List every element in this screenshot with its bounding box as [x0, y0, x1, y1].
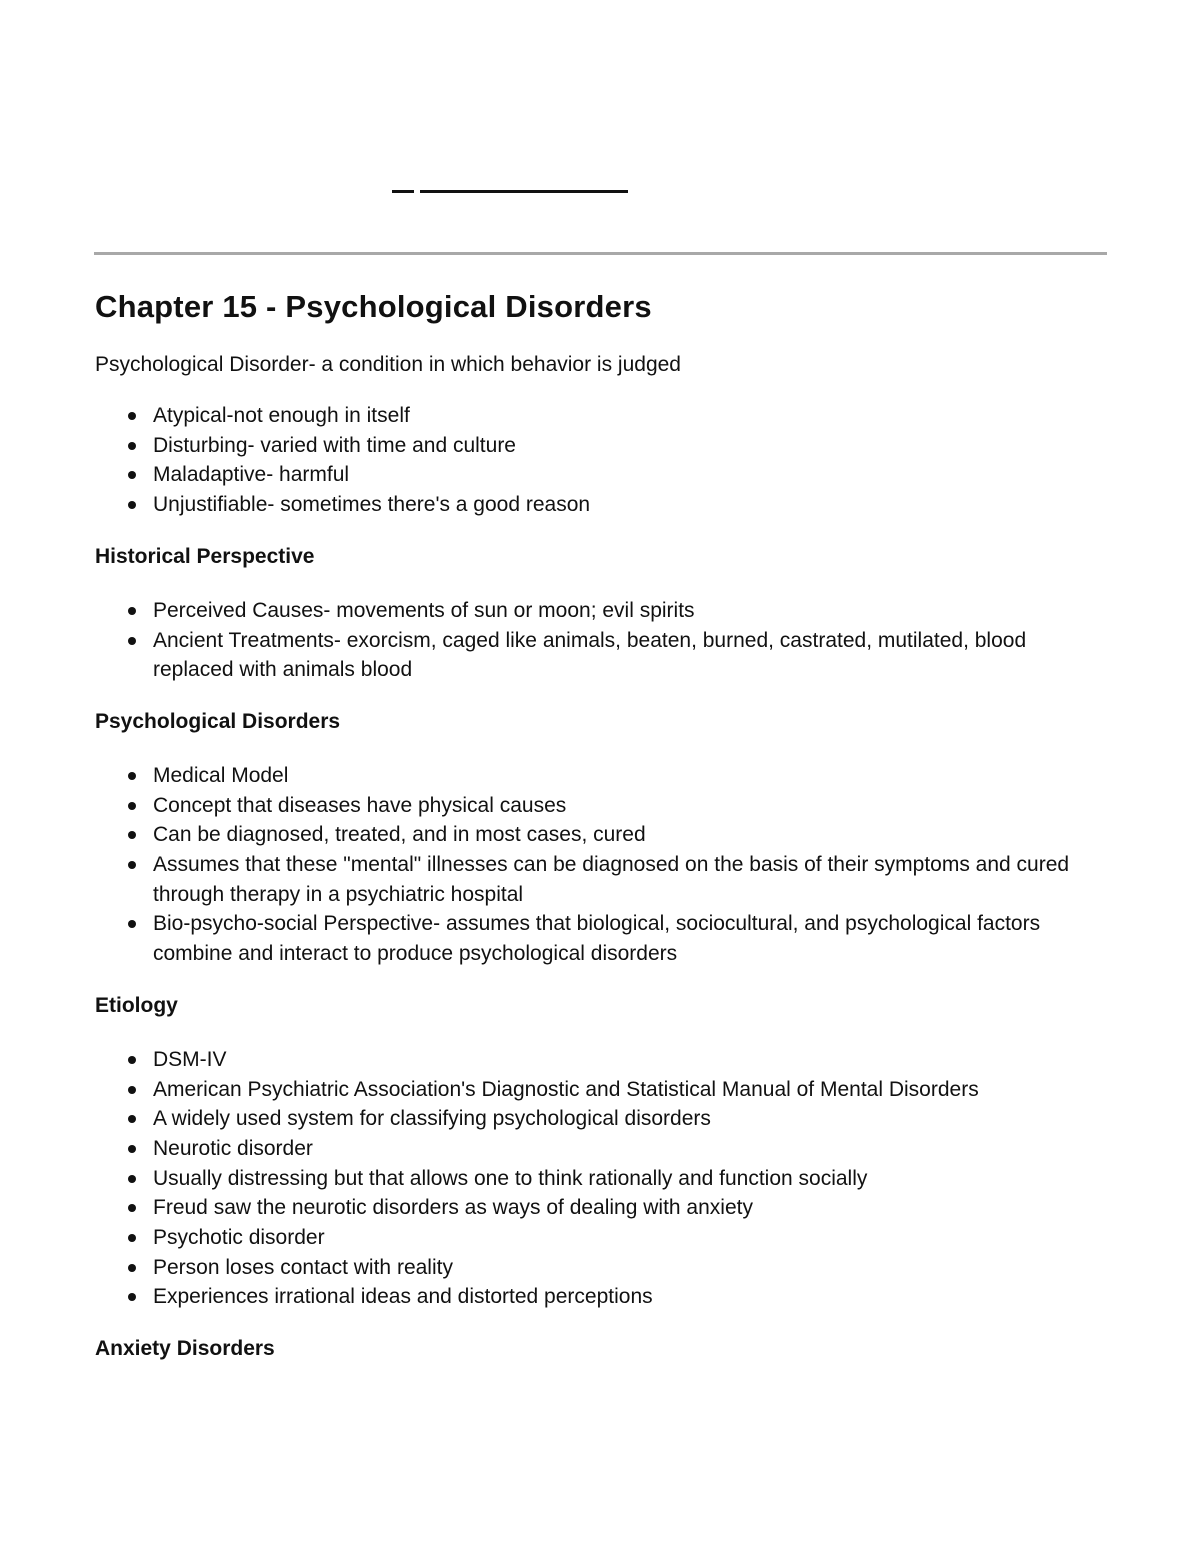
page-title: Chapter 15 - Psychological Disorders — [95, 289, 652, 324]
psychological-disorders-list — [95, 761, 1105, 969]
bullet-icon — [128, 802, 136, 810]
list-item-text: Atypical-not enough in itself — [153, 404, 410, 427]
bullet-icon — [128, 1204, 136, 1212]
bullet-icon — [128, 1056, 136, 1064]
list-item-text: Unjustifiable- sometimes there's a good reason — [153, 493, 591, 517]
section-heading-anxiety-disorders: Anxiety Disorders — [95, 1337, 275, 1361]
bullet-icon — [128, 637, 136, 645]
bullet-icon — [128, 831, 136, 839]
list-item — [95, 1223, 1105, 1253]
header-rule-short — [392, 190, 414, 193]
bullet-icon — [128, 471, 136, 479]
bullet-icon — [128, 772, 136, 780]
list-item — [95, 1253, 1105, 1283]
list-item-text: Perceived Causes- movements of sun or moon; evil spirits — [153, 598, 695, 622]
section-heading-etiology: Etiology — [95, 993, 178, 1017]
bullet-icon — [128, 920, 136, 928]
list-item-text: DSM-IV — [153, 1047, 227, 1071]
list-item — [95, 626, 1105, 685]
list-item-text: Can be diagnosed, treated, and in most cases, cured — [153, 823, 646, 847]
bullet-icon — [128, 1293, 136, 1301]
list-item — [95, 490, 1105, 520]
header-rule-long — [420, 190, 628, 193]
section-heading-psychological-disorders: Psychological Disorders — [95, 709, 341, 733]
list-item-text: Person loses contact with reality — [153, 1255, 453, 1279]
bullet-icon — [128, 1175, 136, 1183]
list-item — [95, 820, 1105, 850]
intro-paragraph: Psychological Disorder- a condition in which behavior is judged — [95, 353, 681, 376]
list-item — [95, 1045, 1105, 1075]
list-item-text: Concept that diseases have physical causes — [153, 793, 567, 817]
list-item — [95, 596, 1105, 626]
list-item-text: Neurotic disorder — [153, 1136, 313, 1160]
bullet-icon — [128, 412, 136, 420]
list-item — [95, 1134, 1105, 1164]
bullet-icon — [128, 501, 136, 509]
historical-list — [95, 596, 1105, 685]
list-item — [95, 1193, 1105, 1223]
intro-list — [95, 401, 1105, 520]
bullet-icon — [128, 1115, 136, 1123]
list-item-text: Maladaptive- harmful — [153, 463, 350, 487]
list-item-text: Disturbing- varied with time and culture — [153, 433, 516, 457]
list-item — [95, 1282, 1105, 1312]
list-item-text: Freud saw the neurotic disorders as ways of dealing with anxiety — [153, 1196, 753, 1220]
list-item — [95, 791, 1105, 821]
list-item — [95, 401, 1105, 431]
bullet-icon — [128, 442, 136, 450]
list-item — [95, 850, 1105, 909]
list-item — [95, 1075, 1105, 1105]
list-item-text: Psychotic disorder — [153, 1226, 325, 1250]
section-heading-historical: Historical Perspective — [95, 544, 315, 568]
list-item — [95, 1164, 1105, 1194]
list-item-text: A widely used system for classifying psychological disorders — [153, 1107, 711, 1131]
list-item — [95, 460, 1105, 490]
list-item-text: American Psychiatric Association's Diagnostic and Statistical Manual of Mental Disorders — [153, 1077, 979, 1101]
list-item-text: Experiences irrational ideas and distorted perceptions — [153, 1285, 653, 1309]
list-item-text: Bio-psycho-social Perspective- assumes that biological, sociocultural, and psychological factors combine and interact to produce psychological disorders — [153, 912, 1041, 966]
etiology-list — [95, 1045, 1105, 1312]
document-body — [95, 285, 1105, 1388]
bullet-icon — [128, 607, 136, 615]
bullet-icon — [128, 1264, 136, 1272]
list-item — [95, 761, 1105, 791]
list-item — [95, 431, 1105, 461]
bullet-icon — [128, 1145, 136, 1153]
list-item — [95, 909, 1105, 968]
horizontal-divider — [94, 252, 1107, 255]
list-item-text: Assumes that these "mental" illnesses can be diagnosed on the basis of their symptoms and cured through therapy in a psychiatric hospital — [153, 853, 1070, 906]
list-item-text: Usually distressing but that allows one to think rationally and function socially — [153, 1166, 868, 1190]
list-item-text: Medical Model — [153, 763, 289, 787]
bullet-icon — [128, 1234, 136, 1242]
bullet-icon — [128, 861, 136, 869]
list-item-text: Ancient Treatments- exorcism, caged like animals, beaten, burned, castrated, mutilated, blood replaced with animals blood — [153, 628, 1027, 682]
list-item — [95, 1104, 1105, 1134]
bullet-icon — [128, 1086, 136, 1094]
